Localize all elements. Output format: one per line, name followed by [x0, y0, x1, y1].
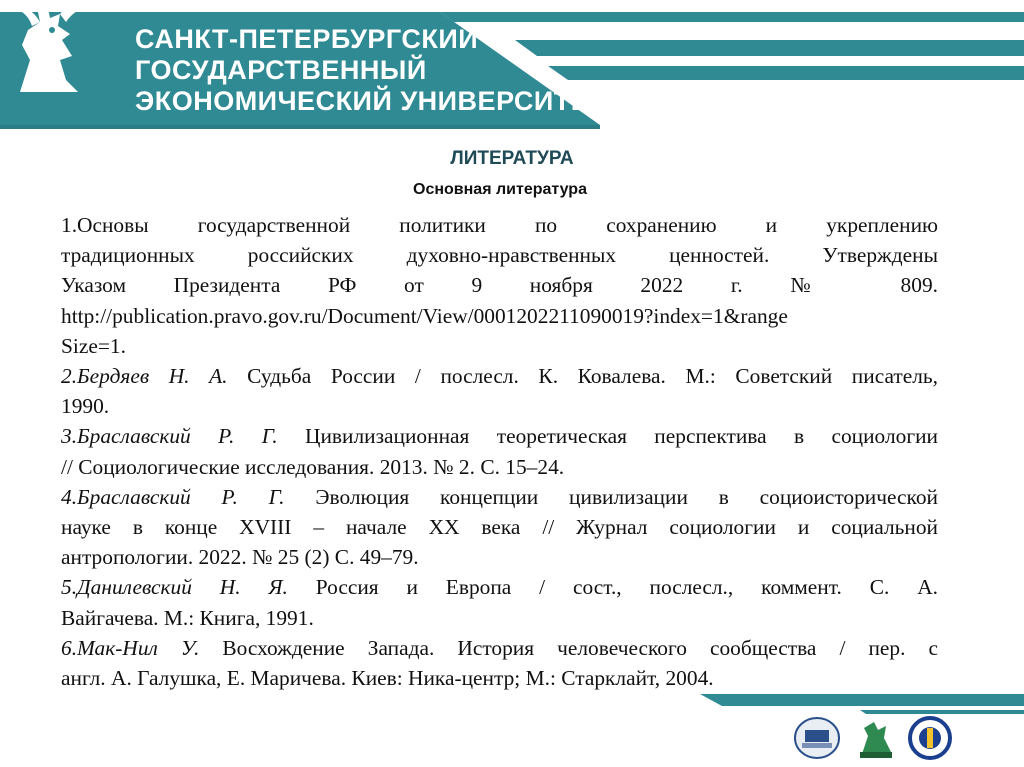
reference-3-line-1 [61, 421, 938, 451]
subsection-title: Основная литература [413, 181, 587, 198]
reference-1-line-2: традиционных российских духовно-нравственных ценностей. Утверждены [61, 243, 938, 268]
reference-item-5 [61, 572, 938, 632]
reference-1-line-3: Указом Президента РФ от 9 ноября 2022 г. № 809. [61, 273, 938, 298]
reference-2-line-1 [61, 361, 938, 391]
header-band [0, 0, 1024, 135]
partner-emblem-icon-1 [793, 716, 841, 760]
partner-emblem-icon-2 [852, 716, 900, 760]
griffin-logo-icon [0, 0, 96, 100]
reference-2-author: 2.Бердяев Н. А. [61, 364, 228, 389]
reference-1-line-4: http://publication.pravo.gov.ru/Document/View/0001202211090019?index=1&range [61, 303, 788, 328]
reference-5-line-1 [61, 572, 938, 602]
reference-item-1 [61, 210, 938, 361]
reference-1-line-1: 1.Основы государственной политики по сохранению и укреплению [61, 213, 938, 237]
reference-5-text-1: Россия и Европа / сост., послесл., коммент. С. А. [287, 575, 938, 600]
references-list [61, 210, 938, 693]
reference-4-line-2: науке в конце XVIII – начале XX века // Журнал социологии и социальной [61, 515, 938, 540]
reference-4-line-3: антропологии. 2022. № 25 (2) С. 49–79. [61, 545, 419, 570]
university-line-3: ЭКОНОМИЧЕСКИЙ УНИВЕРСИТЕТ [135, 86, 607, 116]
university-name [135, 24, 606, 117]
section-title: ЛИТЕРАТУРА [450, 148, 574, 169]
university-line-1: САНКТ-ПЕТЕРБУРГСКИЙ [135, 24, 479, 54]
reference-5-line-2: Вайгачева. М.: Книга, 1991. [61, 605, 314, 630]
partner-emblem-icon-3 [906, 716, 954, 760]
reference-item-2 [61, 361, 938, 421]
reference-6-line-2: англ. А. Галушка, Е. Маричева. Киев: Ника-центр; М.: Старклайт, 2004. [61, 666, 714, 691]
reference-3-line-2: // Социологические исследования. 2013. № 2. С. 15–24. [61, 454, 565, 479]
reference-item-6 [61, 633, 938, 693]
reference-3-author: 3.Браславский Р. Г. [61, 424, 278, 449]
reference-item-4 [61, 482, 938, 573]
reference-4-text-1: Эволюция концепции цивилизации в социоисторической [284, 484, 938, 509]
reference-6-line-1 [61, 633, 938, 663]
reference-1-line-5: Size=1. [61, 333, 126, 358]
reference-5-author: 5.Данилевский Н. Я. [61, 575, 288, 600]
reference-6-text-1: Восхождение Запада. История человеческого сообщества / пер. с [199, 635, 938, 660]
reference-6-author: 6.Мак-Нил У. [61, 635, 200, 660]
university-line-2: ГОСУДАРСТВЕННЫЙ [135, 55, 427, 85]
reference-3-text-1: Цивилизационная теоретическая перспектива в социологии [277, 424, 938, 449]
reference-item-3 [61, 421, 938, 481]
reference-2-line-2: 1990. [61, 394, 110, 419]
reference-4-author: 4.Браславский Р. Г. [61, 484, 285, 509]
reference-4-line-1 [61, 482, 938, 512]
reference-2-text-1: Судьба России / послесл. К. Ковалева. М.: Советский писатель, [227, 364, 939, 389]
